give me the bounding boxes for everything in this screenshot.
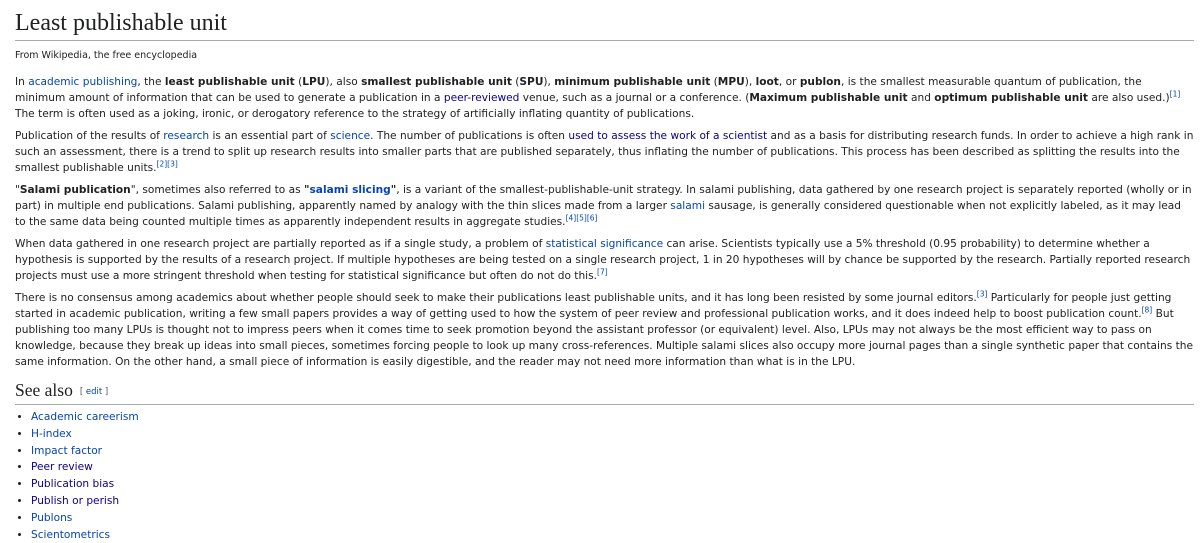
citation-link[interactable]: [1]: [1169, 89, 1181, 99]
link-salami-slicing[interactable]: salami slicing: [309, 184, 391, 196]
edit-section-link[interactable]: edit: [85, 387, 103, 397]
link-peer-reviewed[interactable]: peer-reviewed: [443, 92, 520, 104]
list-item: [31, 409, 1194, 426]
term-salami-slicing: "salami slicing": [303, 184, 397, 196]
list-item: [31, 476, 1194, 493]
site-tagline: From Wikipedia, the free encyclopedia: [15, 50, 198, 61]
link-salami[interactable]: salami: [670, 200, 706, 212]
term-lpu: least publishable unit: [164, 76, 295, 88]
citation-link[interactable]: [3]: [976, 289, 988, 299]
citation-link[interactable]: [8]: [1141, 305, 1153, 315]
paragraph-assessment: Publication of the results of research is an essential part of science. The number of publications is often used to assess the work of a scientist and as a basis for distributing research funds. In order to achieve a high rank in such an assessment, there is a trend to split up research results into smaller parts that are published separately, thus inflating the number of publications. This process has been described as splitting the results into the smallest publishable units.[2][3]: [15, 130, 1194, 174]
link-impact-factor[interactable]: Impact factor: [31, 444, 103, 457]
list-item: [31, 426, 1194, 443]
link-statistical-significance[interactable]: statistical significance: [545, 238, 664, 250]
citation-link[interactable]: [5]: [576, 213, 587, 223]
list-item: [31, 510, 1194, 527]
term-mpu: minimum publishable unit: [554, 76, 711, 88]
link-assess-scientist[interactable]: used to assess the work of a scientist: [568, 130, 768, 142]
see-also-list: [15, 409, 1194, 543]
list-item: [31, 459, 1194, 476]
citation-link[interactable]: [4]: [565, 213, 577, 223]
list-item: [31, 443, 1194, 460]
link-academic-publishing[interactable]: academic publishing: [28, 76, 138, 88]
citation-link[interactable]: [6]: [586, 213, 598, 223]
page-title: Least publishable unit: [15, 8, 1194, 41]
link-research[interactable]: research: [163, 130, 210, 142]
citation-link[interactable]: [3]: [167, 159, 178, 169]
paragraph-consensus: There is no consensus among academics about whether people should seek to make their publications least publishable units, and it has long been resisted by some journal editors.[3] Particularly for people just getting started in academic publication, writing a few small papers provides a way of getting used to how the system of peer review and professional publication works, and it does indeed help to boost publication count.[8] But publishing too many LPUs is thought not to impress peers when it comes time to seek promotion beyond the assistant professor (or equivalent) level. Also, LPUs may not always be the most efficient way to pass on knowledge, because they break up ideas into small pieces, sometimes forcing people to look up many cross-references. Multiple salami slices also occupy more journal pages than a single synthetic paper that contains the same information. On the other hand, a small piece of information is easily digestible, and the reader may not need more information than what is in the LPU.: [15, 289, 1193, 368]
link-peer-review[interactable]: Peer review: [31, 461, 93, 474]
list-item: [31, 493, 1194, 510]
list-item: [31, 527, 1194, 543]
citation-link[interactable]: [2]: [156, 159, 168, 169]
link-science[interactable]: science: [330, 130, 371, 142]
link-academic-careerism[interactable]: Academic careerism: [31, 411, 139, 423]
paragraph-significance: When data gathered in one research project are partially reported as if a single study, a problem of statistical significance can arise. Scientists typically use a 5% threshold (0.95 probability) to determine whether a hypothesis is supported by the results of a research project. If multiple hypotheses are being tested on a single research project, 1 in 20 hypotheses will by chance be supported by the research. Partially reported research projects must use a more stringent threshold when testing for statistical significance but often do not do this.[7]: [15, 238, 1191, 282]
link-h-index[interactable]: H-index: [31, 427, 72, 440]
link-publons[interactable]: Publons: [31, 511, 73, 524]
section-heading-see-also: See also [ edit ]: [15, 379, 1194, 405]
link-publish-or-perish[interactable]: Publish or perish: [31, 494, 120, 507]
term-loot: loot: [755, 76, 779, 88]
link-scientometrics[interactable]: Scientometrics: [31, 528, 110, 541]
paragraph-salami: "Salami publication", sometimes also referred to as "salami slicing", is a variant of the smallest-publishable-unit strategy. In salami publishing, data gathered by one research project is separately reported (wholly or in part) in multiple end publications. Salami publishing, apparently named by analogy with the thin slices made from a larger salami sausage, is generally considered questionable when not explicitly labeled, as it may lead to the same data being counted multiple times as apparently independent results in aggregate studies.[4][5][6]: [15, 184, 1192, 228]
citation-link[interactable]: [7]: [597, 267, 608, 277]
term-publon: publon: [799, 76, 841, 88]
paragraph-intro: In academic publishing, the least publishable unit (LPU), also smallest publishable unit (SPU), minimum publishable unit (MPU), loot, or publon, is the smallest measurable quantum of publication, the minimum amount of information that can be used to generate a publication in a peer-reviewed venue, such as a journal or a conference. (Maximum publishable unit and optimum publishable unit are also used.)[1] The term is often used as a joking, ironic, or derogatory reference to the strategy of artificially inflating quantity of publications.: [15, 76, 1181, 120]
edit-section: [ edit ]: [79, 387, 109, 397]
term-spu: smallest publishable unit: [361, 76, 512, 88]
link-publication-bias[interactable]: Publication bias: [31, 478, 115, 491]
term-salami-publication: Salami publication: [19, 184, 131, 196]
